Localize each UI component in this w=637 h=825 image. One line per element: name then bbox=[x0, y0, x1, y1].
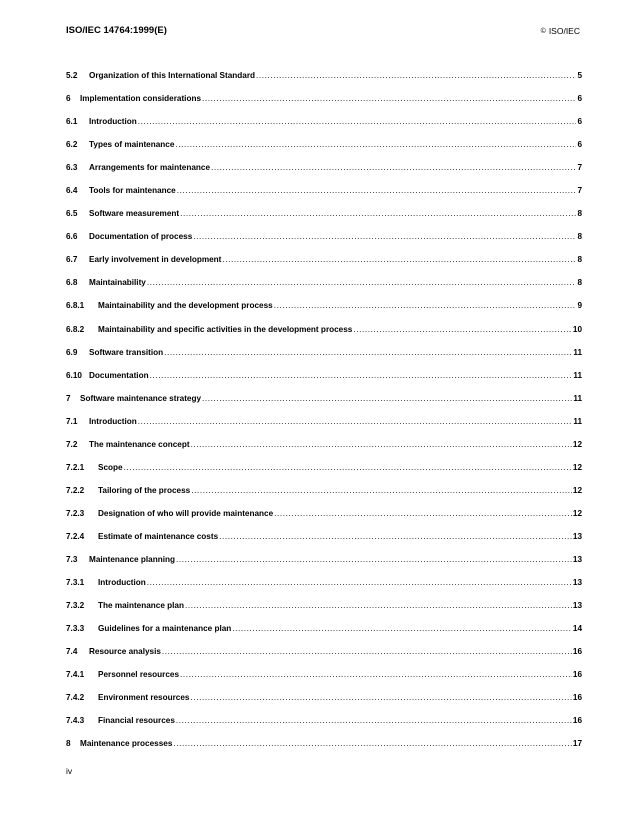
toc-dot-leader bbox=[180, 209, 576, 218]
toc-dot-leader bbox=[164, 348, 572, 357]
toc-entry-number: 6.4 bbox=[66, 186, 78, 196]
document-id: ISO/IEC 14764:1999(E) bbox=[66, 25, 167, 36]
toc-entry-number: 6.9 bbox=[66, 347, 78, 357]
toc-entry-number: 7.2 bbox=[66, 439, 78, 449]
toc-entry-title: Organization of this International Standard bbox=[89, 71, 256, 80]
toc-entry-number: 7 bbox=[66, 393, 71, 403]
toc-entry-title: Environment resources bbox=[98, 693, 190, 703]
toc-entry-title: The maintenance plan bbox=[98, 601, 184, 611]
toc-dot-leader bbox=[147, 578, 572, 587]
toc-entry[interactable] bbox=[66, 255, 582, 278]
toc-entry[interactable] bbox=[66, 716, 582, 739]
toc-entry-number: 7.4 bbox=[66, 647, 78, 657]
toc-entry[interactable] bbox=[66, 417, 582, 440]
toc-entry-title: Tools for maintenance bbox=[89, 186, 176, 196]
toc-dot-leader bbox=[138, 117, 577, 126]
toc-entry-title: Introduction bbox=[89, 117, 137, 127]
toc-dot-leader bbox=[211, 163, 576, 172]
toc-entry-title: Maintainability and specific activities in the development process bbox=[98, 324, 353, 334]
toc-entry-page: 7 bbox=[577, 186, 582, 196]
toc-entry[interactable] bbox=[66, 186, 582, 209]
toc-entry-number: 7.2.4 bbox=[66, 531, 85, 541]
toc-entry-page: 13 bbox=[572, 601, 582, 611]
toc-dot-leader bbox=[138, 417, 573, 426]
toc-dot-leader bbox=[190, 693, 571, 702]
toc-entry-page: 6 bbox=[577, 140, 582, 150]
toc-entry-page: 7 bbox=[577, 163, 582, 173]
toc-entry-page: 12 bbox=[572, 439, 582, 449]
toc-entry-page: 13 bbox=[572, 578, 582, 588]
toc-dot-leader bbox=[150, 371, 573, 380]
toc-entry-page: 11 bbox=[573, 416, 582, 426]
page-header bbox=[66, 25, 580, 39]
toc-entry-title: Personnel resources bbox=[98, 670, 180, 680]
toc-dot-leader bbox=[193, 232, 576, 241]
toc-entry[interactable] bbox=[66, 578, 582, 601]
toc-entry-number: 6.7 bbox=[66, 255, 78, 265]
toc-entry-number: 7.3.2 bbox=[66, 601, 85, 611]
toc-entry[interactable] bbox=[66, 532, 582, 555]
toc-entry-number: 6.8.2 bbox=[66, 324, 85, 334]
toc-entry-title: Documentation bbox=[89, 370, 149, 380]
toc-entry-title: Introduction bbox=[89, 416, 137, 426]
toc-entry[interactable] bbox=[66, 670, 582, 693]
toc-entry-number: 7.4.1 bbox=[66, 670, 85, 680]
toc-entry-number: 5.2 bbox=[66, 71, 78, 80]
toc-entry-page: 12 bbox=[572, 485, 582, 495]
toc-entry-title: Software transition bbox=[89, 347, 164, 357]
toc-entry-title: Tailoring of the process bbox=[98, 485, 191, 495]
toc-dot-leader bbox=[175, 140, 576, 149]
toc-entry-page: 16 bbox=[572, 693, 582, 703]
copyright-holder: ISO/IEC bbox=[548, 26, 580, 36]
toc-dot-leader bbox=[180, 670, 572, 679]
toc-entry-title: Software measurement bbox=[89, 209, 180, 219]
toc-dot-leader bbox=[202, 394, 572, 403]
toc-entry-title: Maintainability bbox=[89, 278, 146, 288]
toc-dot-leader bbox=[124, 463, 572, 472]
toc-entry-page: 12 bbox=[572, 462, 582, 472]
toc-entry[interactable] bbox=[66, 739, 582, 762]
copyright-symbol: © bbox=[540, 28, 546, 35]
toc-entry[interactable] bbox=[66, 440, 582, 463]
toc-entry[interactable] bbox=[66, 463, 582, 486]
toc-entry-number: 7.3 bbox=[66, 554, 78, 564]
toc-entry-page: 14 bbox=[572, 624, 582, 634]
toc-entry-page: 8 bbox=[577, 255, 582, 265]
toc-entry-title: Implementation considerations bbox=[80, 94, 202, 104]
toc-entry-number: 7.2.3 bbox=[66, 508, 85, 518]
toc-entry-number: 6.8 bbox=[66, 278, 78, 288]
toc-entry-number: 6.10 bbox=[66, 370, 82, 380]
toc-entry-title: Early involvement in development bbox=[89, 255, 222, 265]
toc-dot-leader bbox=[176, 555, 572, 564]
toc-entry-page: 6 bbox=[577, 117, 582, 127]
toc-entry-number: 6.8.1 bbox=[66, 301, 85, 311]
toc-entry-number: 7.3.3 bbox=[66, 624, 85, 634]
toc-entry-title: Maintenance planning bbox=[89, 554, 175, 564]
toc-dot-leader bbox=[173, 739, 572, 748]
toc-entry[interactable] bbox=[66, 232, 582, 255]
toc-dot-leader bbox=[232, 624, 572, 633]
toc-entry[interactable] bbox=[66, 278, 582, 301]
toc-entry[interactable] bbox=[66, 371, 582, 394]
toc-entry[interactable] bbox=[66, 601, 582, 624]
toc-dot-leader bbox=[222, 255, 576, 264]
toc-entry-title: Scope bbox=[98, 462, 123, 472]
toc-entry[interactable] bbox=[66, 624, 582, 647]
toc-dot-leader bbox=[256, 71, 576, 80]
toc-entry-page: 8 bbox=[577, 209, 582, 219]
toc-entry-page: 12 bbox=[572, 508, 582, 518]
toc-entry-title: Maintenance processes bbox=[80, 739, 173, 749]
toc-entry-page: 16 bbox=[572, 670, 582, 680]
toc-entry-title: Estimate of maintenance costs bbox=[98, 531, 219, 541]
toc-entry-title: Resource analysis bbox=[89, 647, 161, 657]
toc-entry-number: 7.2.2 bbox=[66, 485, 85, 495]
toc-entry-title: Types of maintenance bbox=[89, 140, 175, 150]
toc-entry[interactable] bbox=[66, 693, 582, 716]
toc-entry-title: Guidelines for a maintenance plan bbox=[98, 624, 232, 634]
toc-entry[interactable] bbox=[66, 71, 582, 94]
toc-entry[interactable] bbox=[66, 117, 582, 140]
toc-dot-leader bbox=[191, 486, 572, 495]
toc-entry-number: 7.4.2 bbox=[66, 693, 85, 703]
toc-entry-page: 8 bbox=[577, 232, 582, 242]
toc-entry-page: 6 bbox=[577, 94, 582, 104]
toc-dot-leader bbox=[274, 509, 572, 518]
toc-entry[interactable] bbox=[66, 94, 582, 117]
toc-entry-page: 10 bbox=[572, 324, 582, 334]
toc-dot-leader bbox=[219, 532, 572, 541]
toc-entry-page: 5 bbox=[577, 71, 582, 80]
toc-entry-number: 6.2 bbox=[66, 140, 78, 150]
toc-entry-number: 6.1 bbox=[66, 117, 78, 127]
copyright-notice bbox=[541, 26, 580, 36]
toc-dot-leader bbox=[176, 716, 572, 725]
toc-entry-title: Maintainability and the development process bbox=[98, 301, 273, 311]
toc-entry-page: 13 bbox=[572, 531, 582, 541]
toc-entry-number: 7.1 bbox=[66, 416, 78, 426]
toc-dot-leader bbox=[353, 325, 572, 334]
toc-entry-number: 7.3.1 bbox=[66, 578, 85, 588]
toc-entry-number: 6.3 bbox=[66, 163, 78, 173]
table-of-contents bbox=[66, 71, 582, 762]
toc-entry[interactable] bbox=[66, 209, 582, 232]
toc-entry-title: Designation of who will provide maintenance bbox=[98, 508, 274, 518]
toc-entry-title: The maintenance concept bbox=[89, 439, 190, 449]
toc-dot-leader bbox=[162, 647, 572, 656]
toc-entry-number: 7.4.3 bbox=[66, 716, 85, 726]
toc-entry-title: Introduction bbox=[98, 578, 146, 588]
toc-entry-page: 16 bbox=[572, 647, 582, 657]
toc-entry-page: 11 bbox=[573, 347, 582, 357]
toc-dot-leader bbox=[202, 94, 576, 103]
toc-entry-title: Arrangements for maintenance bbox=[89, 163, 211, 173]
toc-entry[interactable] bbox=[66, 348, 582, 371]
toc-entry[interactable] bbox=[66, 325, 582, 348]
toc-entry-title: Software maintenance strategy bbox=[80, 393, 202, 403]
toc-entry[interactable] bbox=[66, 163, 582, 186]
toc-dot-leader bbox=[147, 278, 577, 287]
toc-entry-page: 11 bbox=[573, 393, 582, 403]
toc-entry-number: 6.5 bbox=[66, 209, 78, 219]
toc-entry-number: 6 bbox=[66, 94, 71, 104]
toc-entry-page: 8 bbox=[577, 278, 582, 288]
toc-entry[interactable] bbox=[66, 509, 582, 532]
toc-entry[interactable] bbox=[66, 140, 582, 163]
toc-entry[interactable] bbox=[66, 647, 582, 670]
toc-entry-page: 13 bbox=[572, 554, 582, 564]
toc-entry-page: 9 bbox=[577, 301, 582, 311]
toc-entry[interactable] bbox=[66, 394, 582, 417]
toc-entry-number: 8 bbox=[66, 739, 71, 749]
toc-entry[interactable] bbox=[66, 555, 582, 578]
toc-entry-number: 6.6 bbox=[66, 232, 78, 242]
toc-dot-leader bbox=[185, 601, 572, 610]
toc-entry-page: 11 bbox=[573, 370, 582, 380]
toc-entry-title: Documentation of process bbox=[89, 232, 193, 242]
toc-entry-page: 17 bbox=[572, 739, 582, 749]
toc-dot-leader bbox=[274, 301, 577, 310]
toc-entry-title: Financial resources bbox=[98, 716, 175, 726]
toc-entry[interactable] bbox=[66, 301, 582, 324]
toc-entry-number: 7.2.1 bbox=[66, 462, 85, 472]
toc-entry-page: 16 bbox=[572, 716, 582, 726]
page-number: iv bbox=[66, 766, 73, 776]
toc-entry[interactable] bbox=[66, 486, 582, 509]
toc-dot-leader bbox=[191, 440, 572, 449]
toc-dot-leader bbox=[177, 186, 577, 195]
